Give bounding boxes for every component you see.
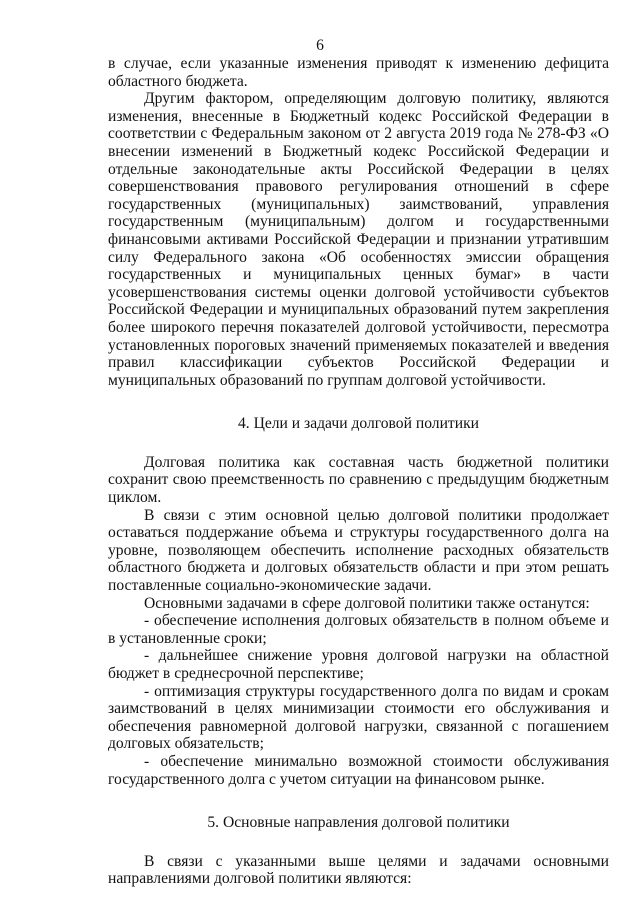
list-item: - оптимизация структуры государственного долга по видам и срокам заимствований в целях минимизации стоимости его обслуживания и обеспечения равномерной долговой нагрузки, связанной с погашением долговых обязательств; xyxy=(108,682,609,753)
page-number: 6 xyxy=(316,37,324,54)
paragraph-continuation: в случае, если указанные изменения приводят к изменению дефицита областного бюджета. xyxy=(108,55,609,90)
list-item: - обеспечение минимально возможной стоимости обслуживания государственного долга с учетом ситуации на финансовом рынке. xyxy=(108,752,609,788)
paragraph: Основными задачами в сфере долговой политики также останутся: xyxy=(144,594,590,612)
paragraph: В связи с этим основной целью долговой политики продолжает оставаться поддержание объема и структуры государственного долга на уровне, позволяющем обеспечить исполнение расходных обязательств областного бюджета и долговых обязательств области и при этом решать поставленные социально-экономические задачи. xyxy=(108,506,609,595)
list-item: - дальнейшее снижение уровня долговой нагрузки на областной бюджет в среднесрочной перспективе; xyxy=(108,647,609,682)
paragraph: Долговая политика как составная часть бюджетной политики сохранит свою преемственность по сравнению с предыдущим бюджетным циклом. xyxy=(108,453,609,507)
paragraph: В связи с указанными выше целями и задачами основными направлениями долговой политики являются: xyxy=(108,852,609,888)
paragraph-debt-factor: Другим фактором, определяющим долговую политику, являются изменения, внесенные в Бюджетный кодекс Российской Федерации в соответствии с Федеральным законом от 2 августа 2019 года № 278-ФЗ «О внесении изменений в Бюджетный кодекс Российской Федерации и отдельные законодательные акты Российской Федерации в целях совершенствования правового регулирования отношений в сфере государственных (муниципальных) заимствований, управления государственным (муниципальным) долгом и государственными финансовыми активами Российской Федерации и признании утратившим силу Федерального закона «Об особенностях эмиссии обращения государственных и муниципальных ценных бумаг» в части усовершенствования системы оценки долговой устойчивости субъектов Российской Федерации и муниципальных образований путем закрепления более широкого перечня показателей долговой устойчивости, пересмотра установленных пороговых значений применяемых показателей и введения правил классификации субъектов Российской Федерации и муниципальных образований по группам долговой устойчивости. xyxy=(108,90,609,389)
document-body xyxy=(108,55,609,888)
section-heading-directions: 5. Основные направления долговой политики xyxy=(207,814,510,832)
section-goals-body xyxy=(108,454,609,788)
section-heading-goals: 4. Цели и задачи долговой политики xyxy=(238,415,479,433)
list-item: - обеспечение исполнения долговых обязательств в полном объеме и в установленные сроки; xyxy=(108,612,609,647)
section-directions-body xyxy=(108,853,609,888)
